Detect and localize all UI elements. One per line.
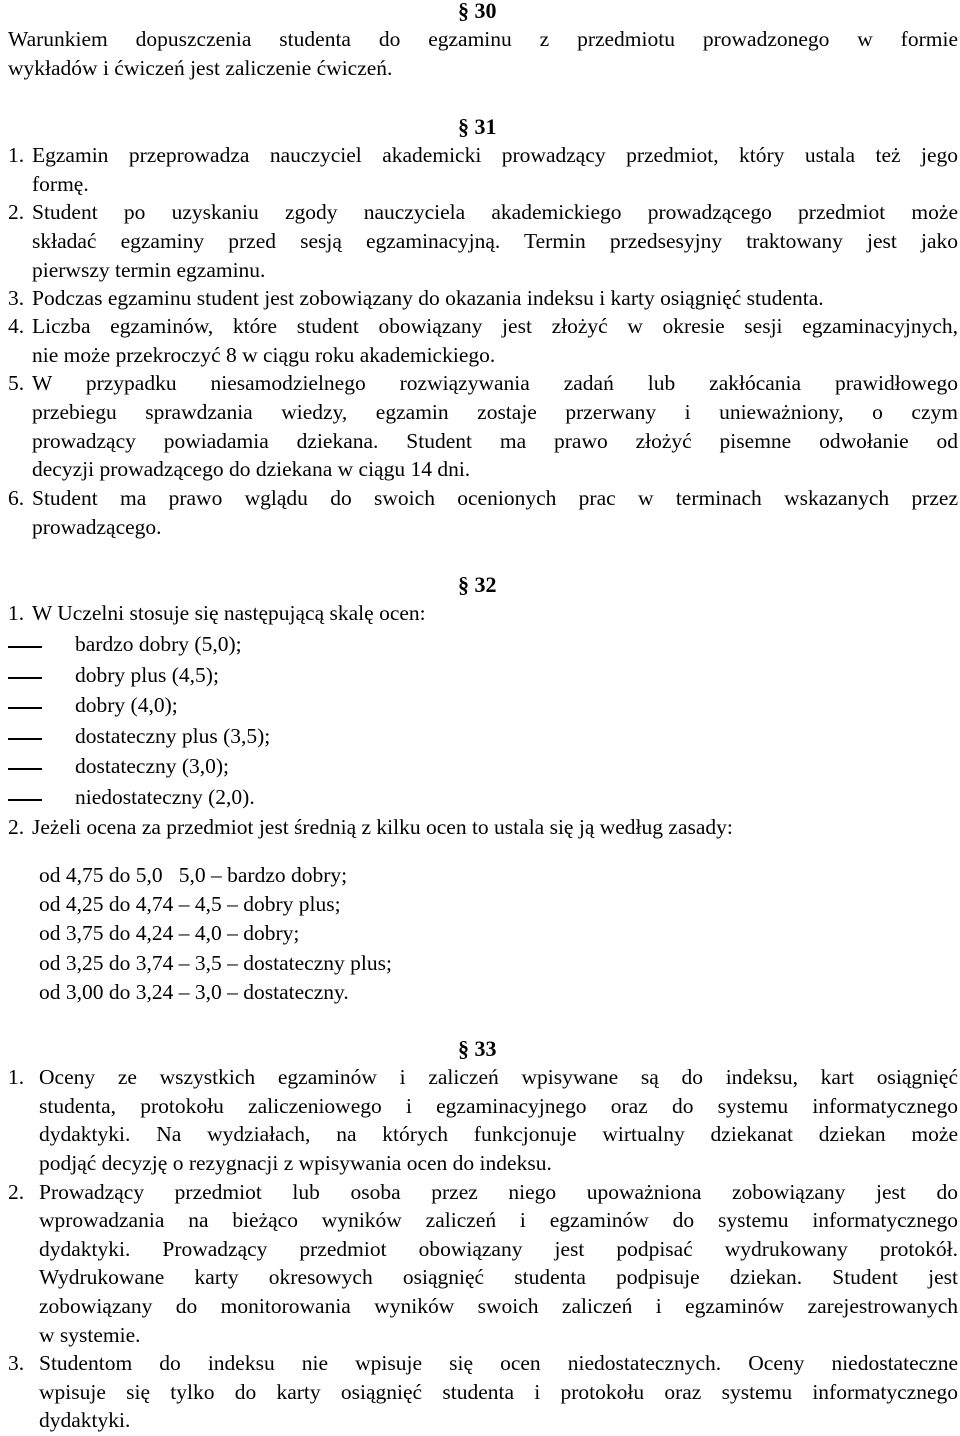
- s33-p2-line-4: Wydrukowane karty okresowych osiągnięć studenta podpisuje dziekan. Student jest: [39, 1265, 958, 1289]
- grade-item: dostateczny (3,0);: [75, 754, 230, 778]
- s31-p1-line-1: Egzamin przeprowadza nauczyciel akademicki prowadzący przedmiot, który ustala też jego: [32, 143, 958, 167]
- s31-p4-line-2: nie może przekroczyć 8 w ciągu roku akademickiego.: [32, 343, 496, 367]
- s33-p2-line-2: wprowadzania na bieżąco wyników zaliczeń i egzaminów do systemu informatycznego: [39, 1208, 958, 1232]
- grade-item: niedostateczny (2,0).: [75, 785, 255, 809]
- s33-p1-line-3: dydaktyki. Na wydziałach, na których funkcjonuje wirtualny dziekanat dziekan może: [39, 1122, 958, 1146]
- section-32-heading: § 32: [458, 572, 497, 597]
- s33-p3-line-1: Studentom do indeksu nie wpisuje się ocen niedostatecznych. Oceny niedostateczne: [39, 1351, 958, 1375]
- grade-item: dobry (4,0);: [75, 693, 178, 717]
- s33-p2-line-1: Prowadzący przedmiot lub osoba przez niego upoważniona zobowiązany jest do: [39, 1180, 958, 1204]
- range-item: od 4,75 do 5,0 5,0 – bardzo dobry;: [39, 863, 348, 887]
- s31-p5-line-2: przebiegu sprawdzania wiedzy, egzamin zostaje przerwany i unieważniony, o czym: [32, 400, 958, 424]
- grade-item: bardzo dobry (5,0);: [75, 632, 242, 656]
- range-item: od 4,25 do 4,74 – 4,5 – dobry plus;: [39, 892, 341, 916]
- s33-p2-number: 2.: [8, 1180, 25, 1204]
- s31-p5-line-3: prowadzący powiadamia dziekana. Student ma prawo złożyć pisemne odwołanie od: [32, 429, 958, 453]
- grade-dash: [8, 768, 42, 770]
- s31-p5-line-1: W przypadku niesamodzielnego rozwiązywania zadań lub zakłócania prawidłowego: [32, 371, 958, 395]
- range-item: od 3,75 do 4,24 – 4,0 – dobry;: [39, 921, 300, 945]
- s31-p6-number: 6.: [8, 486, 25, 510]
- range-item: od 3,00 do 3,24 – 3,0 – dostateczny.: [39, 980, 349, 1004]
- section-30-heading: § 30: [458, 0, 497, 23]
- s33-p2-line-6: w systemie.: [39, 1323, 141, 1347]
- s31-p3-number: 3.: [8, 286, 25, 310]
- s31-p4-line-1: Liczba egzaminów, które student obowiązany jest złożyć w okresie sesji egzaminacyjnych,: [32, 314, 958, 338]
- s31-p1-number: 1.: [8, 143, 25, 167]
- section-33-heading: § 33: [458, 1036, 497, 1061]
- s33-p1-line-4: podjąć decyzję o rezygnacji z wpisywania ocen do indeksu.: [39, 1151, 552, 1175]
- s31-p1-line-2: formę.: [32, 172, 89, 196]
- s31-p4-number: 4.: [8, 314, 25, 338]
- grade-dash: [8, 799, 42, 801]
- s30-line-1: Warunkiem dopuszczenia studenta do egzaminu z przedmiotu prowadzonego w formie: [8, 27, 958, 51]
- grade-dash: [8, 707, 42, 709]
- s31-p3-line-1: Podczas egzaminu student jest zobowiązany do okazania indeksu i karty osiągnięć studenta.: [32, 286, 824, 310]
- s33-p1-line-2: studenta, protokołu zaliczeniowego i egzaminacyjnego oraz do systemu informatycznego: [39, 1094, 958, 1118]
- s31-p5-line-4: decyzji prowadzącego do dziekana w ciągu 14 dni.: [32, 457, 471, 481]
- grade-dash: [8, 738, 42, 740]
- s30-line-2: wykładów i ćwiczeń jest zaliczenie ćwiczeń.: [8, 56, 393, 80]
- s31-p6-line-1: Student ma prawo wglądu do swoich ocenionych prac w terminach wskazanych przez: [32, 486, 958, 510]
- section-31-heading: § 31: [458, 114, 497, 139]
- s31-p5-number: 5.: [8, 371, 25, 395]
- s33-p1-number: 1.: [8, 1065, 25, 1089]
- s33-p3-number: 3.: [8, 1351, 25, 1375]
- s33-p3-line-3: dydaktyki.: [39, 1408, 131, 1432]
- grade-dash: [8, 646, 42, 648]
- grade-item: dobry plus (4,5);: [75, 663, 219, 687]
- s31-p2-line-3: pierwszy termin egzaminu.: [32, 258, 266, 282]
- s33-p2-line-3: dydaktyki. Prowadzący przedmiot obowiązany jest podpisać wydrukowany protokół.: [39, 1237, 958, 1261]
- s31-p6-line-2: prowadzącego.: [32, 515, 162, 539]
- s33-p1-line-1: Oceny ze wszystkich egzaminów i zaliczeń wpisywane są do indeksu, kart osiągnięć: [39, 1065, 958, 1089]
- s32-p2-number: 2.: [8, 815, 25, 839]
- s31-p2-line-2: składać egzaminy przed sesją egzaminacyjną. Termin przedsesyjny traktowany jest jako: [32, 229, 958, 253]
- grade-item: dostateczny plus (3,5);: [75, 724, 271, 748]
- range-item: od 3,25 do 3,74 – 3,5 – dostateczny plus;: [39, 951, 392, 975]
- s33-p3-line-2: wpisuje się tylko do karty osiągnięć studenta i protokołu oraz systemu informatycznego: [39, 1380, 958, 1404]
- s32-p2-text: Jeżeli ocena za przedmiot jest średnią z kilku ocen to ustala się ją według zasady:: [32, 815, 733, 839]
- s32-p1-number: 1.: [8, 601, 25, 625]
- s31-p2-number: 2.: [8, 200, 25, 224]
- s33-p2-line-5: zobowiązany do monitorowania wyników swoich zaliczeń i egzaminów zarejestrowanych: [39, 1294, 958, 1318]
- s32-p1-text: W Uczelni stosuje się następującą skalę ocen:: [32, 601, 426, 625]
- grade-dash: [8, 677, 42, 679]
- s31-p2-line-1: Student po uzyskaniu zgody nauczyciela akademickiego prowadzącego przedmiot może: [32, 200, 958, 224]
